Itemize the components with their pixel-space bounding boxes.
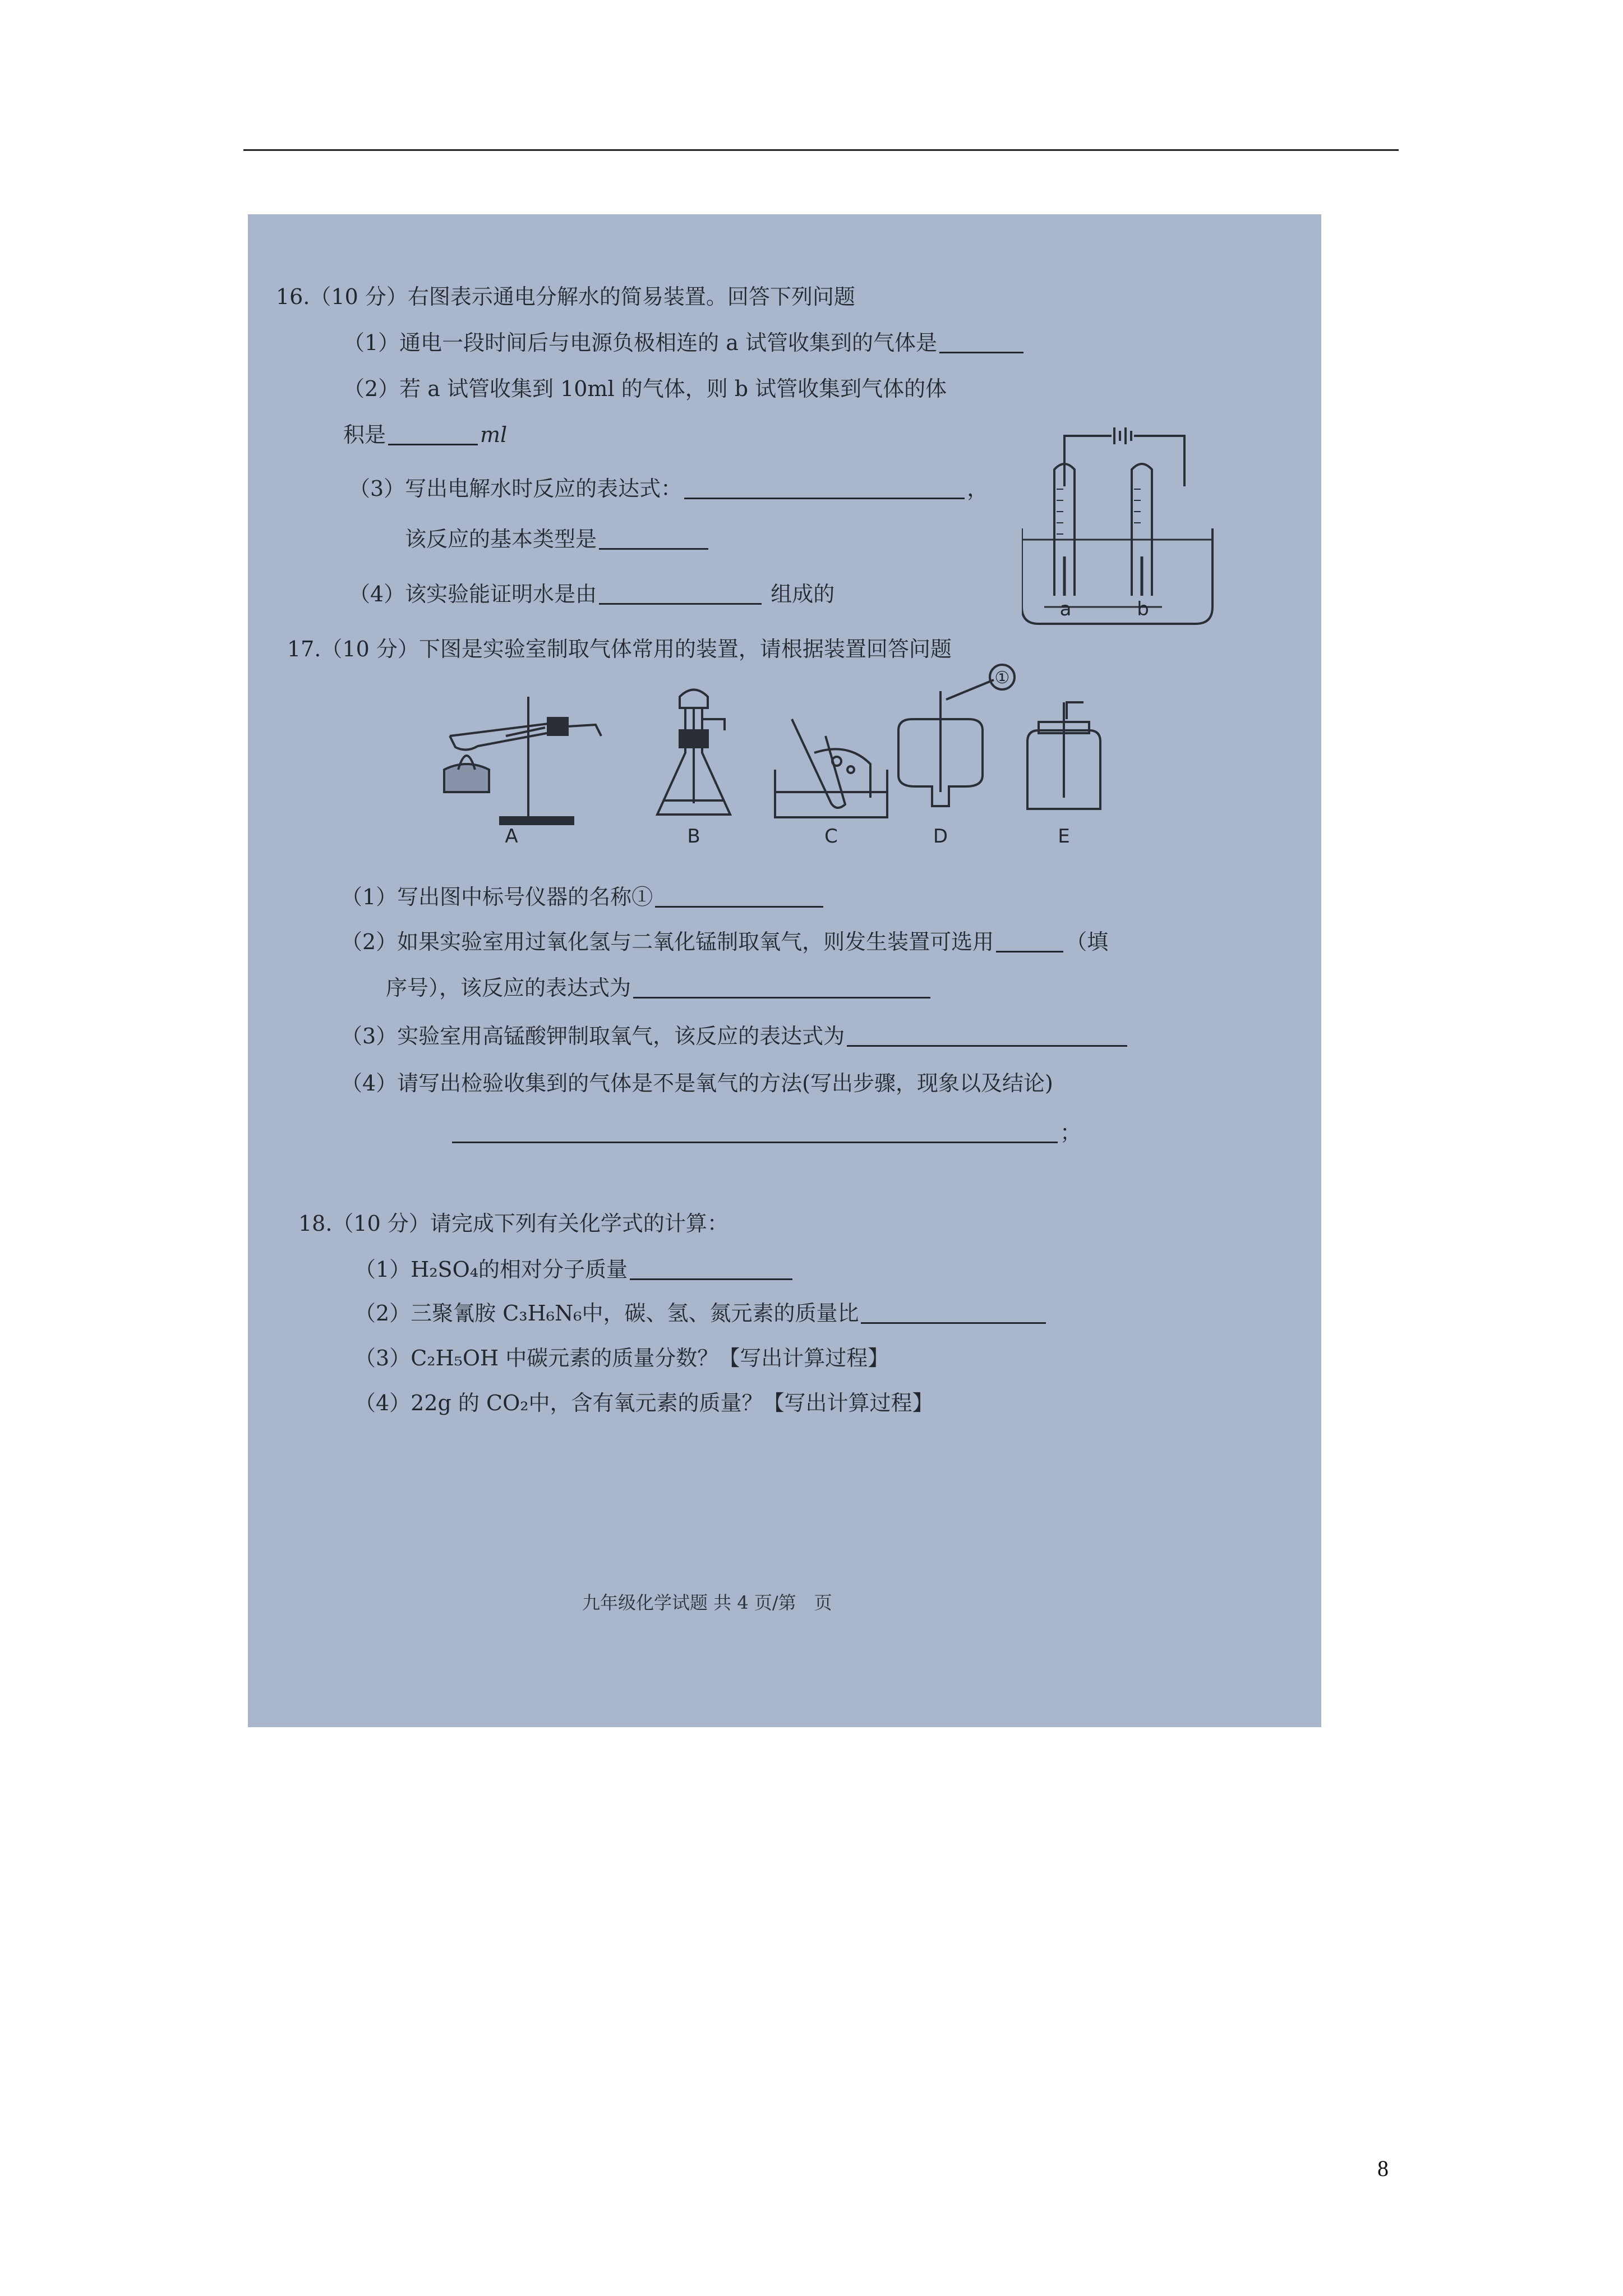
q17-part2b-text: 序号），该反应的表达式为	[386, 976, 631, 1000]
q17-part3	[341, 1025, 1129, 1047]
q16-part2: （2）若 a 试管收集到 10ml 的气体，则 b 试管收集到气体的体	[343, 376, 947, 401]
q18-part4-text: 中，含有氧元素的质量？【写出计算过程】	[528, 1391, 934, 1415]
q16-part2b-text: 积是	[343, 422, 386, 447]
q16-title: 16.（10 分）右图表示通电分解水的简易装置。回答下列问题	[276, 284, 855, 309]
q18-part2-prefix: （2）三聚氰胺	[354, 1301, 503, 1326]
answer-blank[interactable]	[633, 978, 930, 999]
q18-part1-prefix: （1）	[354, 1257, 411, 1282]
q17-part4-tail: ；	[1060, 1120, 1082, 1145]
apparatus-label-c: C	[824, 825, 838, 848]
q18-title: 18.（10 分）请完成下列有关化学式的计算：	[298, 1211, 728, 1236]
q17-part4-answer-line	[450, 1122, 1081, 1143]
q17-part2-text: （2）如果实验室用过氧化氢与二氧化锰制取氧气，则发生装置可选用	[341, 930, 994, 954]
apparatus-label-d: D	[933, 825, 948, 848]
header-rule	[243, 149, 1399, 151]
q16-part2b	[343, 424, 507, 445]
q17-part2	[341, 931, 1108, 953]
answer-blank[interactable]	[452, 1122, 1058, 1143]
answer-blank[interactable]	[630, 1259, 792, 1280]
q16-part3b-text: 该反应的基本类型是	[405, 527, 597, 551]
q17-part1	[341, 886, 826, 908]
apparatus-label-a: A	[505, 825, 518, 848]
q18-part4-prefix: （4）22g 的	[354, 1391, 487, 1415]
formula-co2: CO₂	[486, 1391, 529, 1415]
q16-part3	[349, 478, 988, 499]
q17-part2-tail: （填	[1066, 930, 1109, 954]
formula-h2so4: H₂SO₄	[411, 1257, 478, 1282]
q17-part2b	[386, 977, 933, 999]
answer-blank[interactable]	[939, 333, 1023, 353]
q18-part2-text: 中，碳、氢、氮元素的质量比	[582, 1301, 859, 1326]
apparatus-label-e: E	[1058, 825, 1070, 848]
tube-b-label: b	[1137, 598, 1149, 620]
apparatus-label-b: B	[687, 825, 700, 848]
answer-blank[interactable]	[599, 584, 762, 605]
q16-part4-text: （4）该实验能证明水是由	[349, 582, 597, 606]
q16-part4-tail: 组成的	[771, 582, 835, 606]
lab-apparatus-figure	[433, 657, 1196, 848]
answer-blank[interactable]	[655, 887, 823, 908]
apparatus-marker-1: ①	[994, 668, 1010, 688]
q18-part2	[354, 1303, 1048, 1324]
answer-blank[interactable]	[599, 529, 708, 550]
formula-c3h6n6: C₃H₆N₆	[502, 1301, 582, 1326]
q16-part4	[349, 583, 834, 605]
page-number: 8	[1377, 2156, 1389, 2181]
answer-blank[interactable]	[861, 1303, 1046, 1324]
q17-part4: （4）请写出检验收集到的气体是不是氧气的方法(写出步骤，现象以及结论)	[341, 1071, 1053, 1096]
answer-blank[interactable]	[684, 478, 965, 499]
scanned-exam-page	[248, 214, 1321, 1727]
q18-part1-text: 的相对分子质量	[478, 1257, 628, 1282]
q18-part1	[354, 1259, 795, 1280]
answer-blank[interactable]	[847, 1026, 1127, 1047]
q16-part1	[343, 332, 1026, 353]
formula-c2h5oh: C₂H₅OH	[411, 1346, 499, 1370]
exam-footer: 九年级化学试题 共 4 页/第 页	[582, 1592, 832, 1613]
q17-part3-text: （3）实验室用高锰酸钾制取氧气，该反应的表达式为	[341, 1024, 845, 1048]
q16-part3b	[405, 528, 711, 550]
answer-blank[interactable]	[388, 425, 478, 445]
q17-part1-text: （1）写出图中标号仪器的名称①	[341, 885, 653, 909]
q18-part3-prefix: （3）	[354, 1346, 411, 1370]
q18-part3-text: 中碳元素的质量分数？【写出计算过程】	[499, 1346, 889, 1370]
q16-part3-tail: ，	[967, 476, 989, 501]
q18-part4	[354, 1392, 934, 1414]
unit-ml: ml	[480, 422, 508, 447]
q16-part1-text: （1）通电一段时间后与电源负极相连的 a 试管收集到的气体是	[343, 330, 937, 355]
answer-blank[interactable]	[996, 932, 1063, 953]
q18-part3	[354, 1347, 889, 1369]
tube-a-label: a	[1059, 598, 1072, 620]
electrolysis-apparatus-figure	[1022, 427, 1224, 641]
q17-title: 17.（10 分）下图是实验室制取气体常用的装置，请根据装置回答问题	[287, 637, 952, 661]
q16-part3-text: （3）写出电解水时反应的表达式：	[349, 476, 683, 501]
